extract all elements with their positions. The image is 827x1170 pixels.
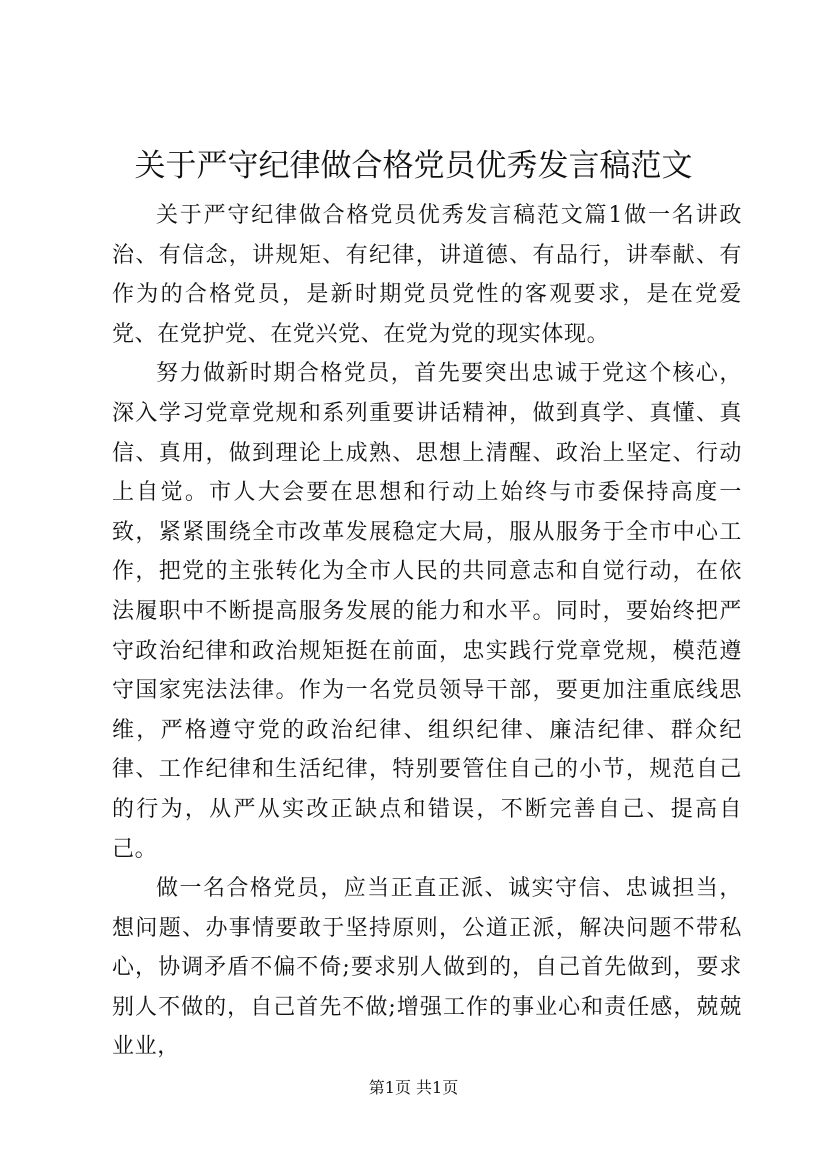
paragraph-3: 做一名合格党员，应当正直正派、诚实守信、忠诚担当，想问题、办事情要敢于坚持原则，公道正派，解决问题不带私心，协调矛盾不偏不倚;要求别人做到的，自己首先做到，要求别人不做的，自己首先不做;增强工作的事业心和责任感，兢兢业业，: [112, 876, 742, 1060]
document-title: 关于严守纪律做合格党员优秀发言稿范文: [134, 148, 693, 184]
paragraph-2: 努力做新时期合格党员，首先要突出忠诚于党这个核心，深入学习党章党规和系列重要讲话精神，做到真学、真懂、真信、真用，做到理论上成熟、思想上清醒、政治上坚定、行动上自觉。市人大会要在思想和行动上始终与市委保持高度一致，紧紧围绕全市改革发展稳定大局，服从服务于全市中心工作，把党的主张转化为全市人民的共同意志和自觉行动，在依法履职中不断提高服务发展的能力和水平。同时，要始终把严守政治纪律和政治规矩挺在前面，忠实践行党章党规，模范遵守国家宪法法律。作为一名党员领导干部，要更加注重底线思维，严格遵守党的政治纪律、组织纪律、廉洁纪律、群众纪律、工作纪律和生活纪律，特别要管住自己的小节，规范自己的行为，从严从实改正缺点和错误，不断完善自己、提高自己。: [112, 361, 742, 862]
paragraph-1: 关于严守纪律做合格党员优秀发言稿范文篇1做一名讲政治、有信念，讲规矩、有纪律，讲道德、有品行，讲奉献、有作为的合格党员，是新时期党员党性的客观要求，是在党爱党、在党护党、在党兴党、在党为党的现实体现。: [112, 203, 742, 347]
page-footer: 第1页 共1页: [368, 1078, 459, 1097]
document-body: [112, 196, 742, 1067]
